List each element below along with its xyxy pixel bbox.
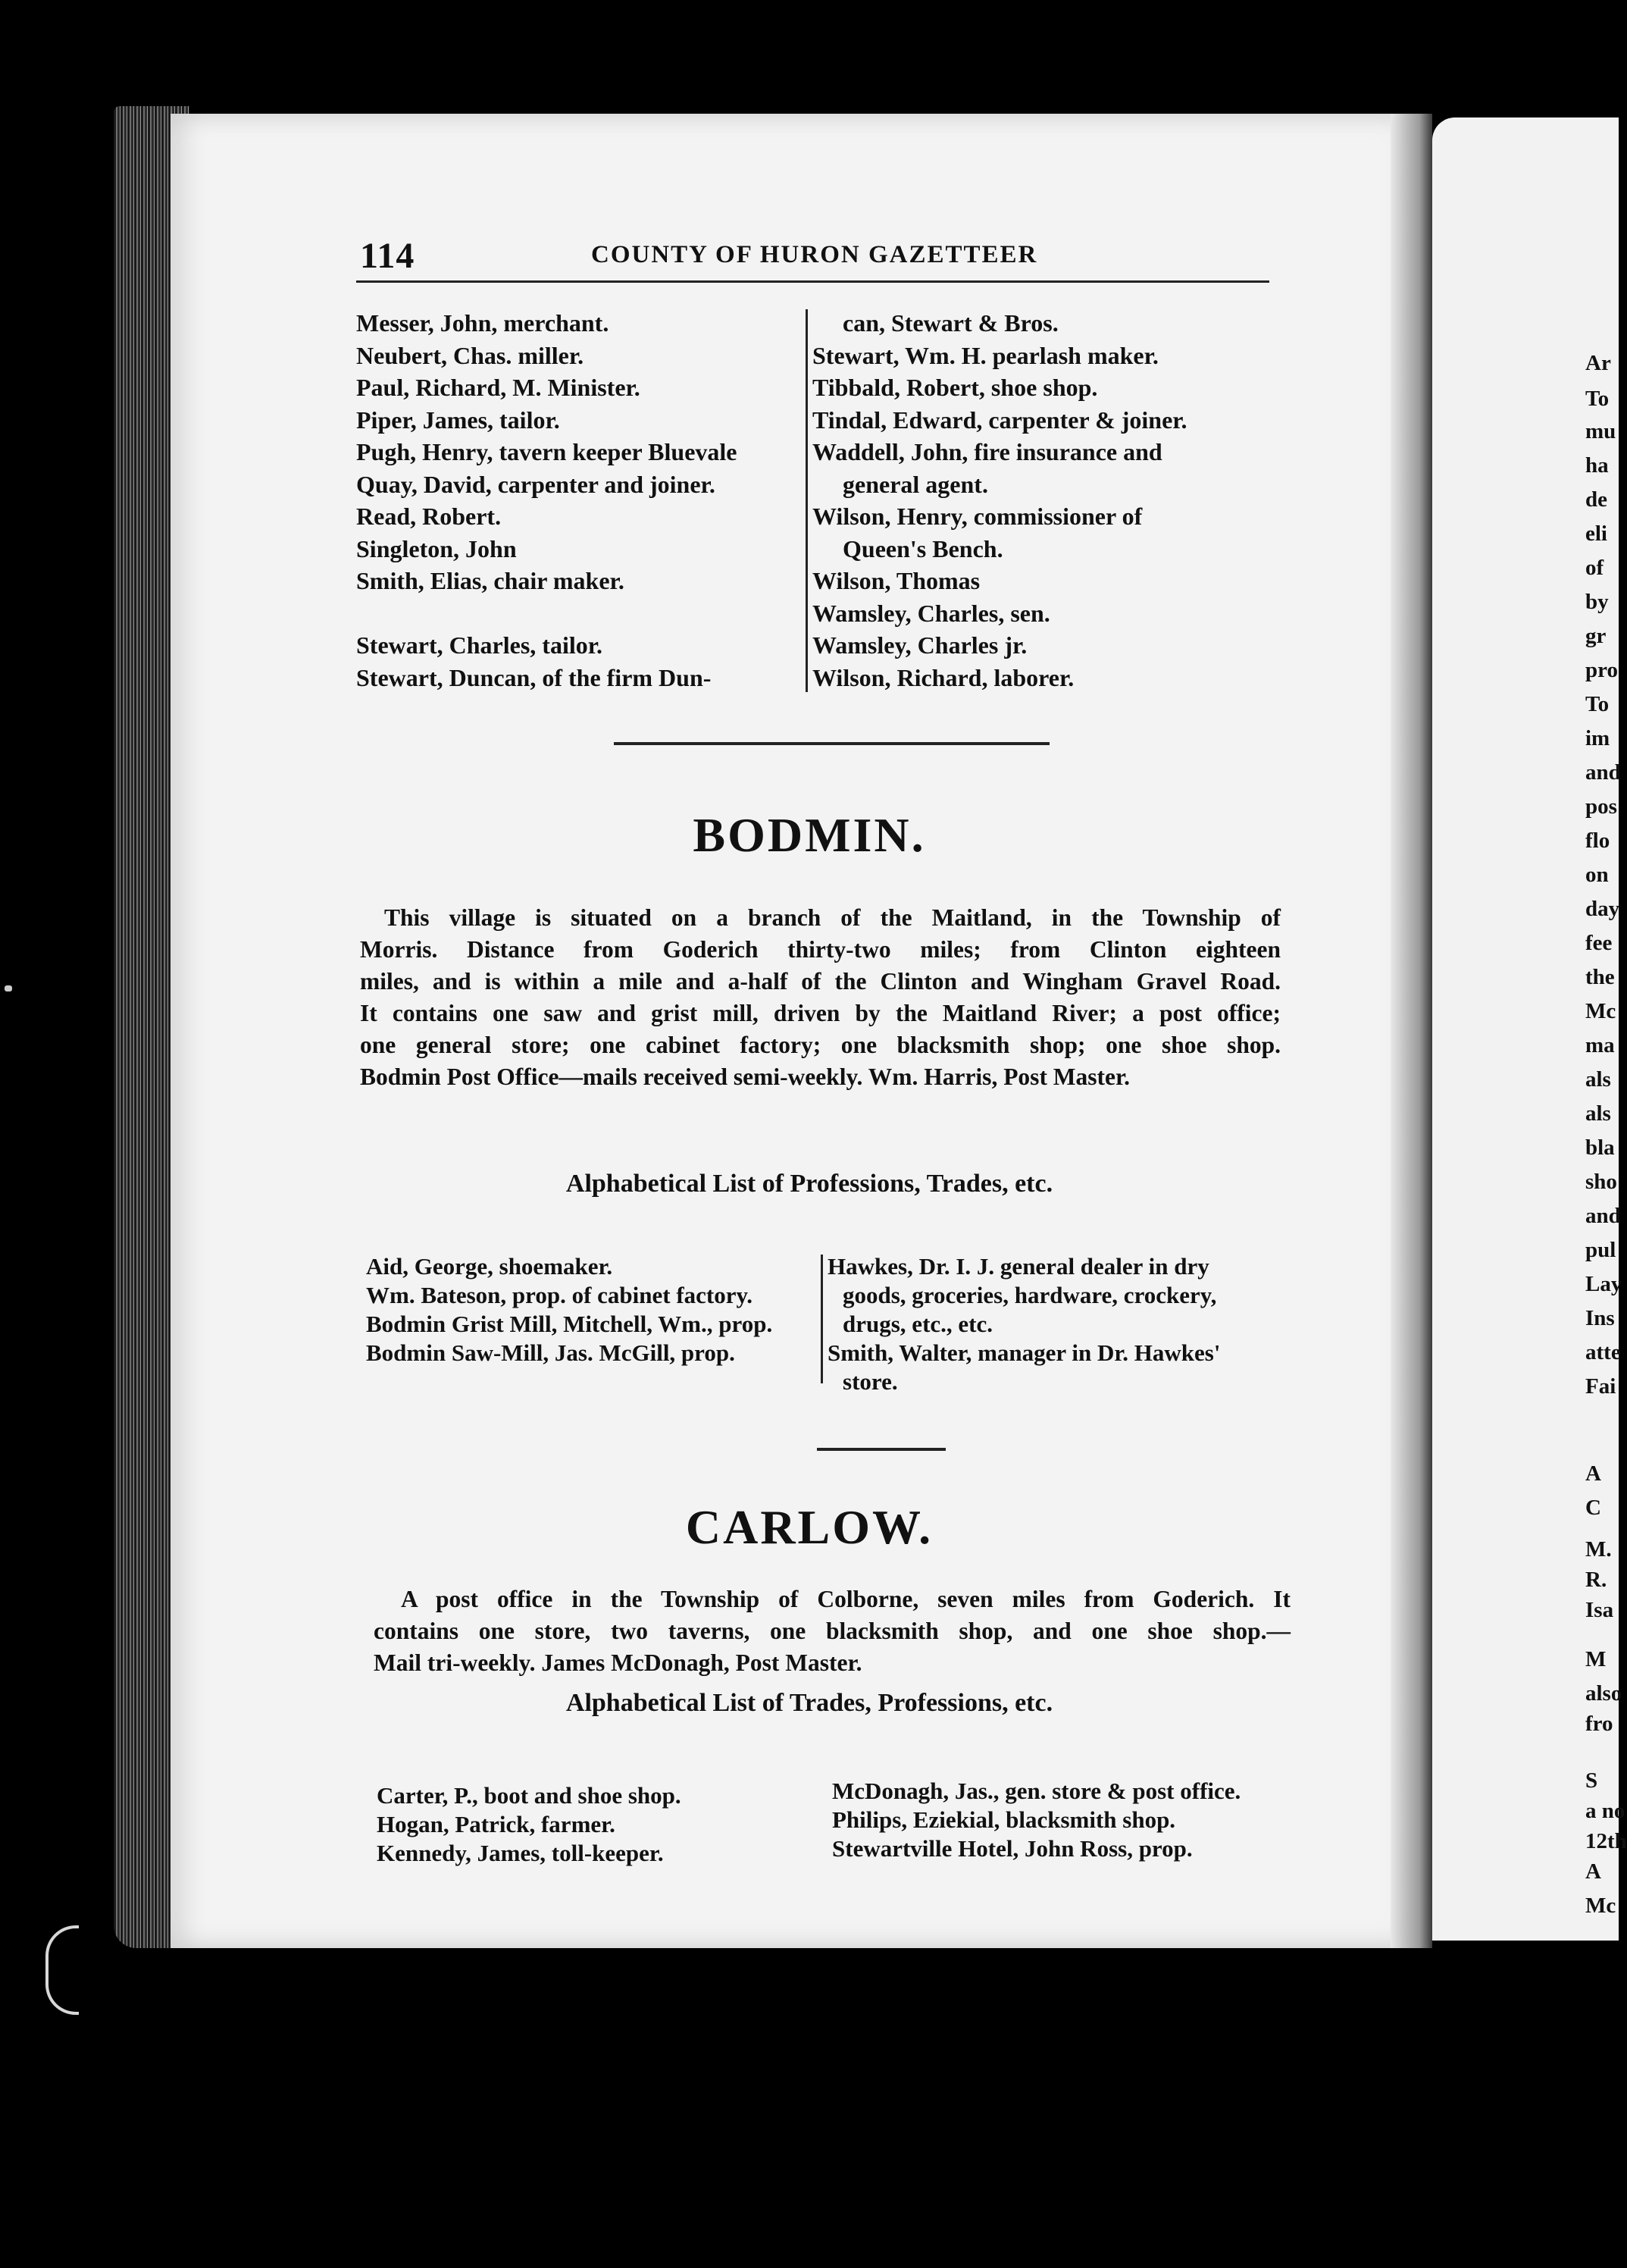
- facing-page-text-fragment: Fai: [1585, 1374, 1616, 1399]
- facing-page-text-fragment: A: [1585, 1461, 1601, 1486]
- facing-page-text-fragment: and: [1585, 1204, 1621, 1228]
- facing-page-text-fragment: fro: [1585, 1712, 1613, 1736]
- paragraph-line: Mail tri-weekly. James McDonagh, Post Master.: [374, 1649, 862, 1676]
- list-item: Hogan, Patrick, farmer.: [377, 1811, 615, 1837]
- list-item: Tibbald, Robert, shoe shop.: [812, 374, 1098, 401]
- facing-page-text-fragment: als: [1585, 1067, 1611, 1092]
- bodmin-list-heading: Alphabetical List of Professions, Trades, etc.: [565, 1170, 1053, 1198]
- paragraph-line: Morris. Distance from Goderich thirty-two miles; from Clinton eighteen: [360, 936, 1281, 963]
- facing-page-text-fragment: and: [1585, 760, 1621, 785]
- column-divider: [806, 309, 808, 692]
- section-divider: [817, 1448, 946, 1451]
- list-item: Quay, David, carpenter and joiner.: [356, 470, 715, 498]
- list-item: [356, 597, 737, 630]
- list-item: Smith, Elias, chair maker.: [356, 567, 624, 594]
- bodmin-description: [360, 902, 1281, 1093]
- facing-page-text-fragment: bla: [1585, 1136, 1615, 1160]
- facing-page-text-fragment: im: [1585, 726, 1610, 750]
- paragraph-line: This village is situated on a branch of the Maitland, in the Township of: [384, 904, 1281, 931]
- facing-page-text-fragment: sho: [1585, 1170, 1617, 1194]
- section-title-bodmin: BODMIN.: [693, 808, 926, 862]
- paragraph-line: Bodmin Post Office—mails received semi-weekly. Wm. Harris, Post Master.: [360, 1064, 1130, 1090]
- facing-page-text-fragment: of: [1585, 556, 1604, 580]
- list-item: Wm. Bateson, prop. of cabinet factory.: [366, 1282, 753, 1308]
- facing-page-text-fragment: C: [1585, 1496, 1601, 1520]
- list-item: Queen's Bench.: [843, 534, 1003, 562]
- carlow-list-heading: Alphabetical List of Trades, Professions, etc.: [565, 1689, 1053, 1717]
- facing-page-text-fragment: Lay: [1585, 1272, 1622, 1296]
- list-item: Neubert, Chas. miller.: [356, 341, 584, 369]
- list-item: can, Stewart & Bros.: [843, 309, 1059, 337]
- facing-page-text-fragment: A: [1585, 1859, 1601, 1884]
- bodmin-list-right: [828, 1252, 1220, 1396]
- facing-page-text-fragment: also: [1585, 1681, 1622, 1706]
- page-curl-mark: [45, 1925, 79, 2015]
- list-item: store.: [843, 1368, 898, 1395]
- section-divider: [614, 742, 1050, 745]
- facing-page-text-fragment: ma: [1585, 1033, 1615, 1057]
- bluevale-list-left: [356, 307, 737, 694]
- facing-page-text-fragment: flo: [1585, 829, 1610, 853]
- bodmin-list-left: [366, 1252, 772, 1367]
- section-title-carlow: CARLOW.: [685, 1500, 934, 1554]
- carlow-list-left: [377, 1781, 681, 1868]
- facing-page-text-fragment: eli: [1585, 522, 1607, 546]
- list-item: Wilson, Richard, laborer.: [812, 663, 1075, 691]
- list-item: McDonagh, Jas., gen. store & post office.: [832, 1778, 1241, 1804]
- list-item: Wamsley, Charles, sen.: [812, 599, 1050, 627]
- facing-page-text-fragment: Ar: [1585, 351, 1611, 375]
- list-item: Read, Robert.: [356, 503, 502, 530]
- bluevale-list-right: [812, 307, 1187, 694]
- list-item: drugs, etc., etc.: [843, 1311, 993, 1337]
- facing-page-text-fragment: by: [1585, 590, 1609, 614]
- list-item: Wamsley, Charles jr.: [812, 631, 1028, 659]
- list-item: Piper, James, tailor.: [356, 406, 560, 434]
- facing-page-text-fragment: pul: [1585, 1238, 1616, 1262]
- list-item: Waddell, John, fire insurance and: [812, 438, 1162, 465]
- facing-page-text-fragment: M: [1585, 1647, 1607, 1671]
- list-item: Aid, George, shoemaker.: [366, 1253, 613, 1280]
- facing-page-text-fragment: R.: [1585, 1568, 1607, 1592]
- facing-page-text-fragment: M.: [1585, 1537, 1612, 1562]
- list-item: Bodmin Grist Mill, Mitchell, Wm., prop.: [366, 1311, 773, 1337]
- list-item: Pugh, Henry, tavern keeper Bluevale: [356, 438, 737, 465]
- facing-page-text-fragment: the: [1585, 965, 1615, 989]
- list-item: Stewart, Charles, tailor.: [356, 631, 602, 659]
- carlow-description: [374, 1584, 1291, 1679]
- facing-page-text-fragment: S: [1585, 1768, 1598, 1793]
- facing-page-text-fragment: fee: [1585, 931, 1613, 955]
- facing-page-text-fragment: Isa: [1585, 1598, 1614, 1622]
- facing-page-text-fragment: gr: [1585, 624, 1607, 648]
- facing-page-text-fragment: a no: [1585, 1799, 1625, 1823]
- book-gutter: [1391, 114, 1432, 1948]
- carlow-list-right: [832, 1777, 1241, 1863]
- list-item: goods, groceries, hardware, crockery,: [843, 1282, 1217, 1308]
- facing-page-text-fragment: Mc: [1585, 1894, 1616, 1918]
- facing-page-text-fragment: atte: [1585, 1340, 1621, 1364]
- margin-mark: [5, 985, 12, 991]
- running-title: COUNTY OF HURON GAZETTEER: [591, 241, 1038, 268]
- paragraph-line: It contains one saw and grist mill, driven by the Maitland River; a post office;: [360, 1000, 1281, 1026]
- facing-page-text-fragment: To: [1585, 692, 1610, 716]
- facing-page-text-fragment: To: [1585, 387, 1610, 411]
- list-item: Smith, Walter, manager in Dr. Hawkes': [828, 1339, 1221, 1366]
- facing-page-text-fragment: pos: [1585, 794, 1617, 819]
- paragraph-line: miles, and is within a mile and a-half of the Clinton and Wingham Gravel Road.: [360, 968, 1281, 995]
- header-rule: [356, 280, 1269, 283]
- facing-page-text-fragment: Ins: [1585, 1306, 1615, 1330]
- list-item: Tindal, Edward, carpenter & joiner.: [812, 406, 1187, 434]
- list-item: Singleton, John: [356, 534, 517, 562]
- page-number: 114: [360, 236, 415, 276]
- facing-page-text-fragment: mu: [1585, 419, 1616, 443]
- list-item: Wilson, Thomas: [812, 567, 981, 594]
- facing-page-text-fragment: als: [1585, 1101, 1611, 1126]
- facing-page-text-fragment: 12th: [1585, 1829, 1627, 1853]
- facing-page: [1432, 117, 1627, 1941]
- list-item: Stewart, Duncan, of the firm Dun-: [356, 663, 712, 691]
- list-item: Hawkes, Dr. I. J. general dealer in dry: [828, 1253, 1209, 1280]
- list-item: Kennedy, James, toll-keeper.: [377, 1840, 664, 1866]
- list-item: Messer, John, merchant.: [356, 309, 609, 337]
- facing-page-text-fragment: pro: [1585, 658, 1618, 682]
- facing-page-text-fragment: ha: [1585, 453, 1609, 478]
- facing-page-text-fragment: de: [1585, 487, 1607, 512]
- column-divider: [821, 1255, 823, 1383]
- list-item: Paul, Richard, M. Minister.: [356, 374, 640, 401]
- paragraph-line: A post office in the Township of Colborne, seven miles from Goderich. It: [401, 1586, 1291, 1612]
- list-item: Wilson, Henry, commissioner of: [812, 503, 1143, 530]
- list-item: Stewartville Hotel, John Ross, prop.: [832, 1835, 1193, 1862]
- list-item: Carter, P., boot and shoe shop.: [377, 1782, 681, 1809]
- facing-page-text-fragment: day: [1585, 897, 1620, 921]
- facing-page-text-fragment: on: [1585, 863, 1609, 887]
- list-item: Philips, Eziekial, blacksmith shop.: [832, 1806, 1176, 1833]
- list-item: general agent.: [843, 470, 988, 498]
- paragraph-line: one general store; one cabinet factory; one blacksmith shop; one shoe shop.: [360, 1032, 1281, 1058]
- list-item: Bodmin Saw-Mill, Jas. McGill, prop.: [366, 1339, 735, 1366]
- paragraph-line: contains one store, two taverns, one blacksmith shop, and one shoe shop.—: [374, 1618, 1291, 1644]
- list-item: Stewart, Wm. H. pearlash maker.: [812, 341, 1159, 369]
- facing-page-text-fragment: Mc: [1585, 999, 1616, 1023]
